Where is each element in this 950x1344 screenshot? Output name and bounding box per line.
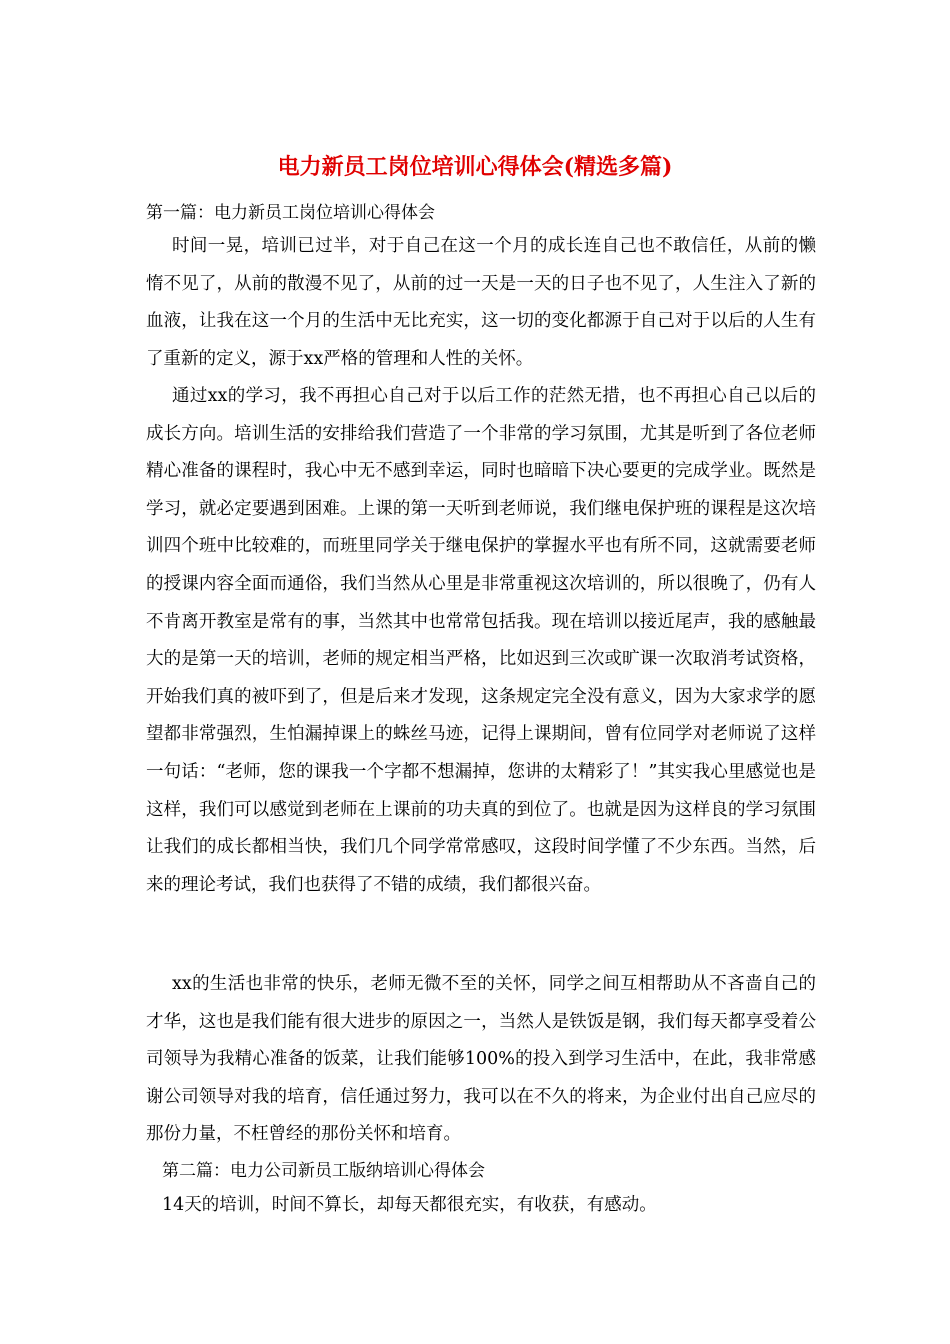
paragraph-3: xx的生活也非常的快乐，老师无微不至的关怀，同学之间互相帮助从不吝啬自己的才华，这也是我们能有很大进步的原因之一，当然人是铁饭是钢，我们每天都享受着公司领导为我精心准备的饭菜，让我们能够100%的投入到学习生活中，在此，我非常感谢公司领导对我的培育，信任通过努力，我可以在不久的将来，为企业付出自己应尽的那份力量，不枉曾经的那份关怀和培育。 — [146, 974, 816, 1145]
section-2-first-line: 14天的培训，时间不算长，却每天都很充实，有收获，有感动。 — [162, 1195, 657, 1215]
section-2-heading: 第二篇：电力公司新员工版纳培训心得体会 — [162, 1161, 485, 1181]
paragraph-2: 通过xx的学习，我不再担心自己对于以后工作的茫然无措，也不再担心自己以后的成长方向。培训生活的安排给我们营造了一个非常的学习氛围，尤其是听到了各位老师精心准备的课程时，我心中无不感到幸运，同时也暗暗下决心要更的完成学业。既然是学习，就必定要遇到困难。上课的第一天听到老师说，我们继电保护班的课程是这次培训四个班中比较难的，而班里同学关于继电保护的掌握水平也有所不同，这就需要老师的授课内容全面而通俗，我们当然从心里是非常重视这次培训的，所以很晚了，仍有人不肯离开教室是常有的事，当然其中也常常包括我。现在培训以接近尾声，我的感触最大的是第一天的培训，老师的规定相当严格，比如迟到三次或旷课一次取消考试资格，开始我们真的被吓到了，但是后来才发现，这条规定完全没有意义，因为大家求学的愿望都非常强烈，生怕漏掉课上的蛛丝马迹，记得上课期间，曾有位同学对老师说了这样一句话：“老师，您的课我一个字都不想漏掉，您讲的太精彩了！”其实我心里感觉也是这样，我们可以感觉到老师在上课前的功夫真的到位了。也就是因为这样良的学习氛围让我们的成长都相当快，我们几个同学常常感叹，这段时间学懂了不少东西。当然，后来的理论考试，我们也获得了不错的成绩，我们都很兴奋。 — [146, 386, 816, 895]
paragraph-1: 时间一晃，培训已过半，对于自己在这一个月的成长连自己也不敢信任，从前的懒惰不见了，从前的散漫不见了，从前的过一天是一天的日子也不见了，人生注入了新的血液，让我在这一个月的生活中无比充实，这一切的变化都源于自己对于以后的人生有了重新的定义，源于xx严格的管理和人性的关怀。 — [146, 236, 816, 369]
section-1-heading: 第一篇：电力新员工岗位培训心得体会 — [146, 203, 435, 223]
document-title: 电力新员工岗位培训心得体会(精选多篇) — [277, 154, 673, 180]
